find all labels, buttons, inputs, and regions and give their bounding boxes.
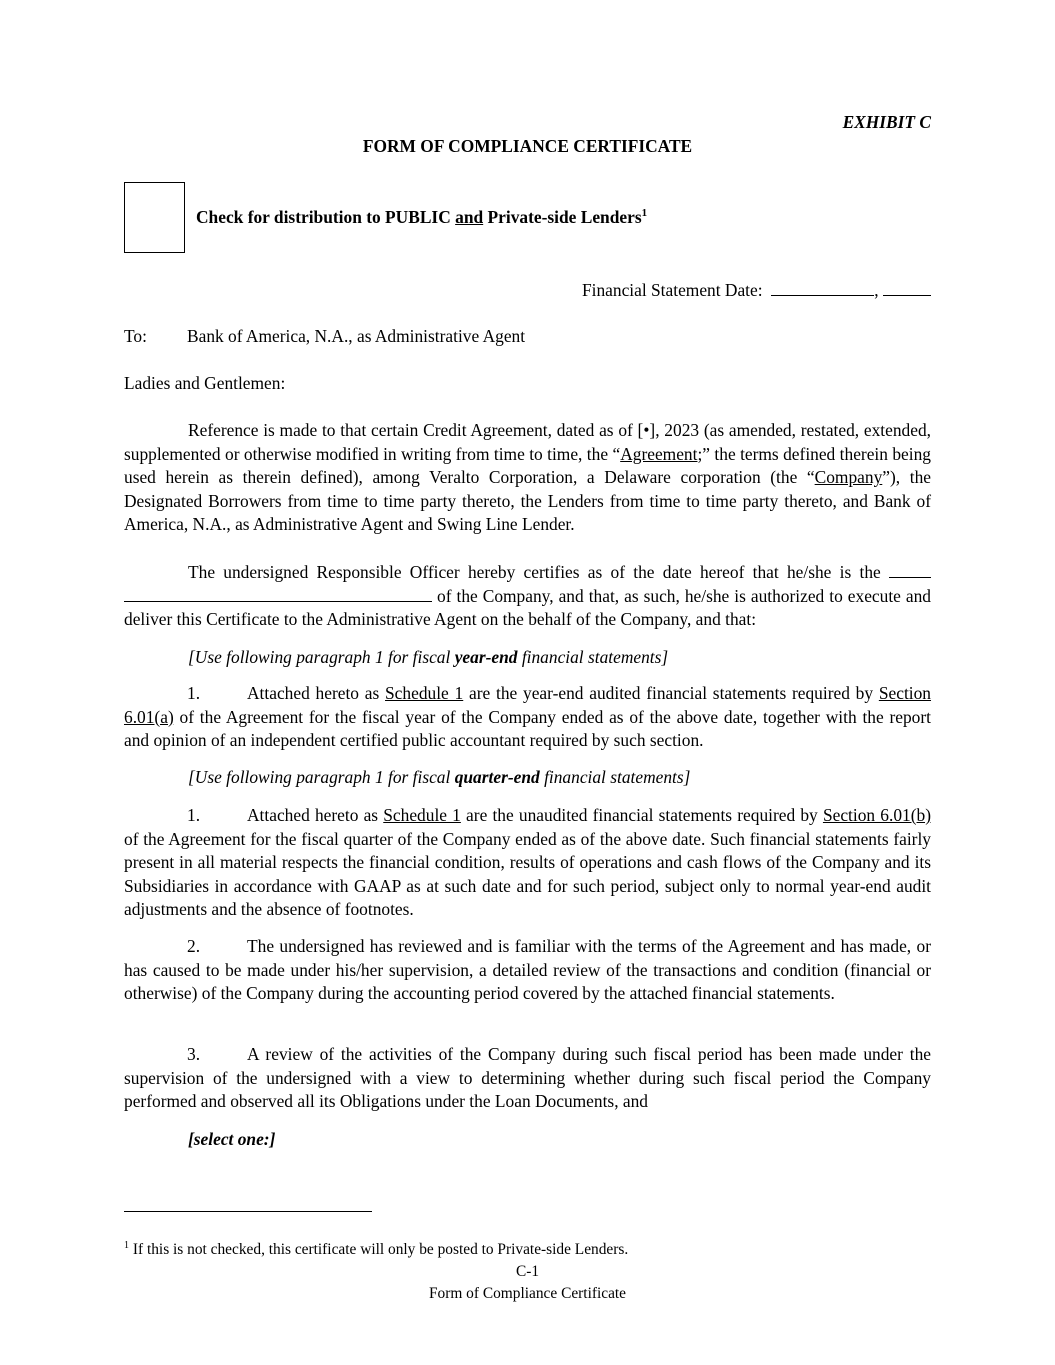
year-end-note: [Use following paragraph 1 for fiscal year-end financial statements]: [188, 647, 669, 667]
item-1-quarter-end: 1. Attached hereto as Schedule 1 are the unaudited financial statements required by Section 6.01(b) of the Agreement for the fiscal quarter of the Company ended as of the above date. Such financial statements fairly present in all material respects the financial condition, results of operations and cash flows of the Company and its Subsidiaries in accordance with GAAP as at such date and for such period, subject only to normal year-end audit adjustments and the absence of footnotes.: [124, 805, 931, 919]
distribution-checkbox[interactable]: [124, 182, 185, 253]
item-2: 2. The undersigned has reviewed and is familiar with the terms of the Agreement and has made, or has caused to be made under his/her supervision, a detailed review of the transactions and condition (financial or otherwise) of the Company during the accounting period covered by the attached financial statements.: [124, 936, 931, 1003]
footnote-ref: 1: [641, 207, 648, 220]
quarter-end-note: [Use following paragraph 1 for fiscal quarter-end financial statements]: [188, 767, 691, 787]
to-label: To:: [124, 326, 147, 346]
year-blank[interactable]: [883, 279, 931, 296]
reference-paragraph: Reference is made to that certain Credit Agreement, dated as of [•], 2023 (as amended, restated, extended, supplemented or otherwise modified in writing from time to time, the “Agreement;” the terms defined therein being used herein as therein defined), among Veralto Corporation, a Delaware corporation (the “Company”), the Designated Borrowers from time to time party thereto, the Lenders from time to time party thereto, and Bank of America, N.A., as Administrative Agent and Swing Line Lender.: [124, 420, 931, 534]
document-title: FORM OF COMPLIANCE CERTIFICATE: [362, 136, 693, 156]
officer-paragraph: The undersigned Responsible Officer hereby certifies as of the date hereof that he/she is the of the Company, and that, as such, he/she is authorized to execute and deliver this Certificate to the Administrative Agent on the behalf of the Company, and that:: [124, 562, 931, 629]
title-blank-1[interactable]: [889, 561, 931, 578]
date-blank[interactable]: [771, 279, 874, 296]
checkbox-label: Check for distribution to PUBLIC and Private-side Lenders$^1$: [196, 207, 648, 227]
footnote-divider: [124, 1211, 372, 1212]
item-1-year-end: 1. Attached hereto as Schedule 1 are the year-end audited financial statements required by Section 6.01(a) of the Agreement for the fiscal year of the Company ended as of the above date, together with the report and opinion of an independent certified public accountant required by such section.: [124, 683, 932, 750]
exhibit-label: EXHIBIT C: [842, 112, 931, 132]
financial-statement-date: Financial Statement Date: ,: [582, 279, 931, 303]
page-footer: Form of Compliance Certificate: [428, 1285, 627, 1302]
salutation: Ladies and Gentlemen:: [124, 373, 286, 393]
item-3: 3. A review of the activities of the Company during such fiscal period has been made under the supervision of the undersigned with a view to determining whether during such fiscal period the Company performed and observed all its Obligations under the Loan Documents, and: [124, 1044, 931, 1111]
select-one: [select one:]: [188, 1129, 276, 1149]
title-blank-2[interactable]: [124, 585, 432, 602]
addressee: Bank of America, N.A., as Administrative Agent: [187, 326, 526, 346]
footnote: $^1$ If this is not checked, this certificate will only be posted to Private-side Lenders.: [124, 1239, 629, 1258]
page-number: C-1: [515, 1263, 540, 1280]
